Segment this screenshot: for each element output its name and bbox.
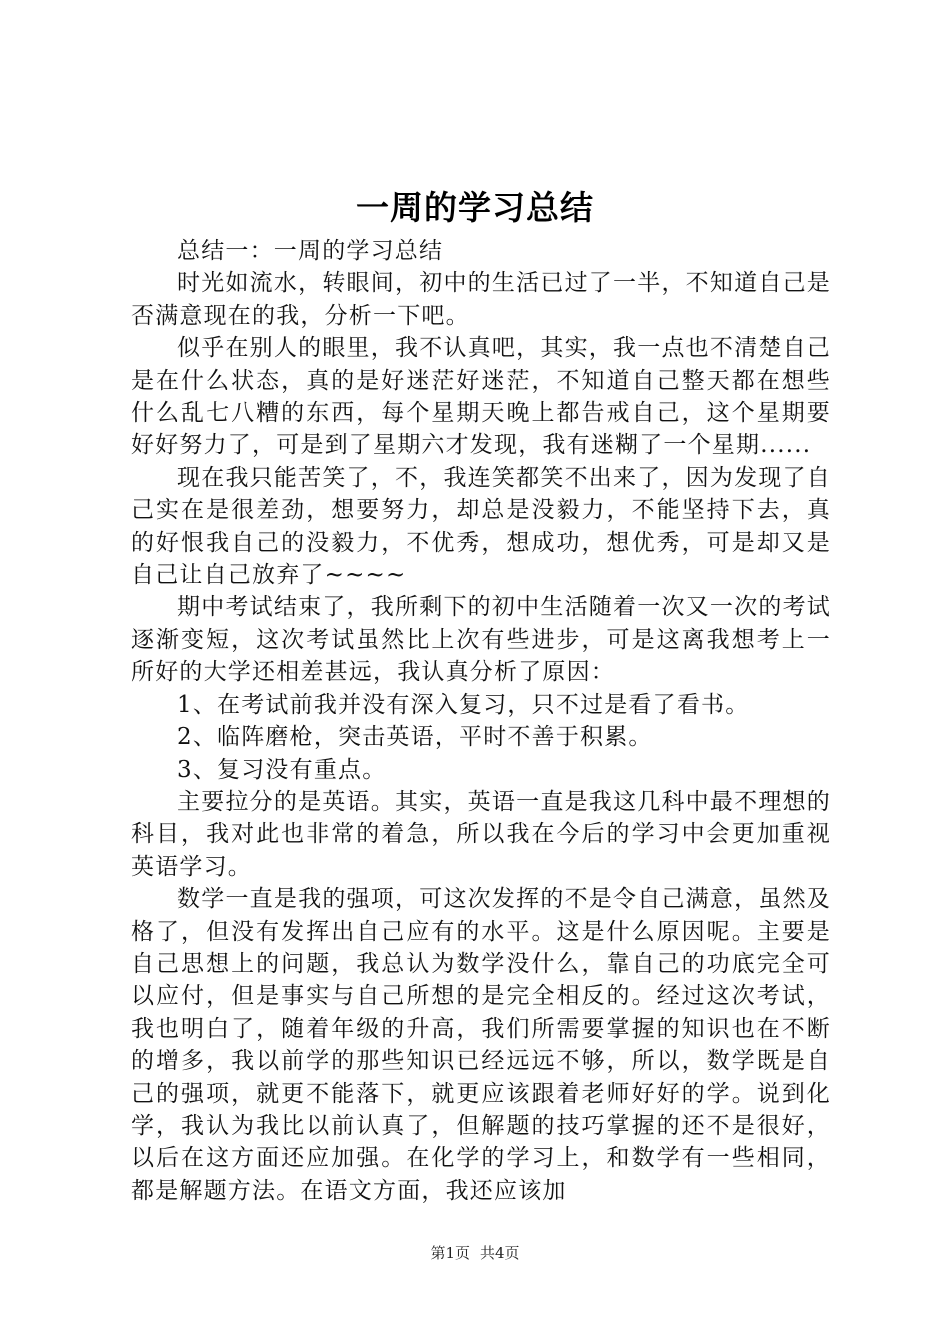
paragraph: 时光如流水，转眼间，初中的生活已过了一半，不知道自己是否满意现在的我，分析一下吧。 — [131, 270, 831, 329]
paragraph: 现在我只能苦笑了，不，我连笑都笑不出来了，因为发现了自己实在是很差劲，想要努力，却总是没毅力，不能坚持下去，真的好恨我自己的没毅力，不优秀，想成功，想优秀，可是却又是自己让自己放弃了~~~~ — [131, 464, 831, 589]
document-body — [131, 235, 831, 1207]
list-item: 3、复习没有重点。 — [177, 756, 387, 783]
paragraph: 数学一直是我的强项，可这次发挥的不是令自己满意，虽然及格了，但没有发挥出自己应有的水平。这是什么原因呢。主要是自己思想上的问题，我总认为数学没什么，靠自己的功底完全可以应付，但是事实与自己所想的是完全相反的。经过这次考试，我也明白了，随着年级的升高，我们所需要掌握的知识也在不断的增多，我以前学的那些知识已经远远不够，所以，数学既是自己的强项，就更不能落下，就更应该跟着老师好好的学。说到化学，我认为我比以前认真了，但解题的技巧掌握的还不是很好，以后在这方面还应加强。在化学的学习上，和数学有一些相同，都是解题方法。在语文方面，我还应该加 — [131, 886, 831, 1204]
list-item: 2、临阵磨枪，突击英语，平时不善于积累。 — [177, 724, 653, 751]
page-total: 共4页 — [480, 1244, 520, 1262]
page-footer — [0, 1243, 950, 1263]
page-number: 第1页 — [430, 1244, 470, 1262]
document-title: 一周的学习总结 — [356, 188, 594, 227]
paragraph-heading: 总结一：一周的学习总结 — [177, 238, 444, 264]
list-item: 1、在考试前我并没有深入复习，只不过是看了看书。 — [177, 691, 750, 718]
paragraph: 主要拉分的是英语。其实，英语一直是我这几科中最不理想的科目，我对此也非常的着急，所以我在今后的学习中会更加重视英语学习。 — [131, 788, 831, 880]
paragraph: 期中考试结束了，我所剩下的初中生活随着一次又一次的考试逐渐变短，这次考试虽然比上次有些进步，可是这离我想考上一所好的大学还相差甚远，我认真分析了原因： — [131, 594, 831, 686]
paragraph: 似乎在别人的眼里，我不认真吧，其实，我一点也不清楚自己是在什么状态，真的是好迷茫好迷茫，不知道自己整天都在想些什么乱七八糟的东西，每个星期天晚上都告戒自己，这个星期要好好努力了，可是到了星期六才发现，我有迷糊了一个星期...... — [131, 335, 831, 459]
